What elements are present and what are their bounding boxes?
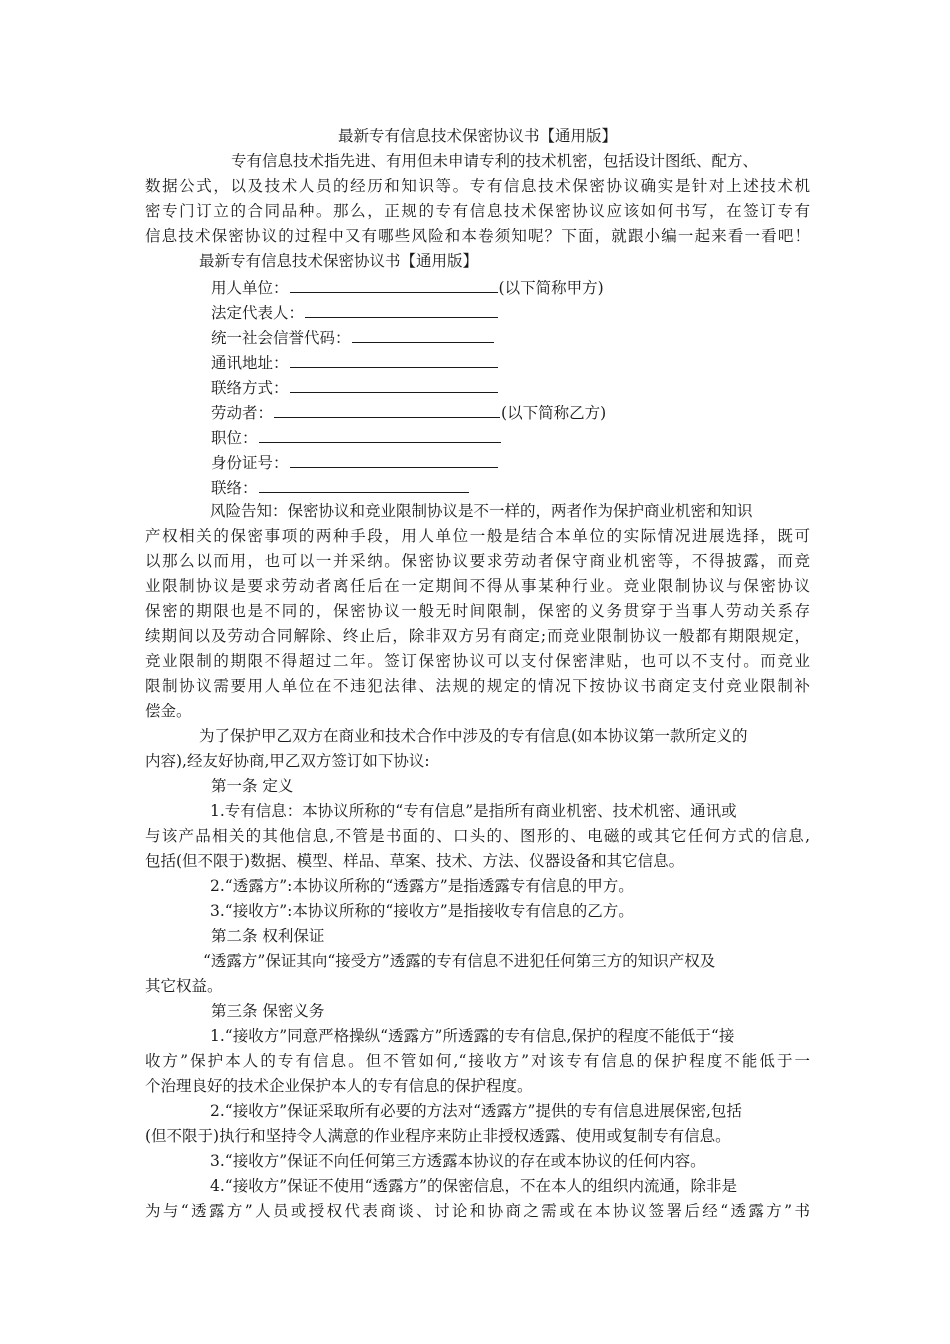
purpose-line: 内容),经友好协商,甲乙双方签订如下协议: [145,752,430,770]
field-worker [145,399,810,424]
article-1-title: 第一条 定义 [211,777,294,795]
intro-line: 数据公式，以及技术人员的经历和知识等。专有信息技术保密协议确实是针对上述技术机 [145,177,810,195]
risk-line: 以那么以而用，也可以一并采纳。保密协议要求劳动者保守商业机密等，不得披露，而竞 [145,552,810,570]
risk-line: 限制协议需要用人单位在不违犯法律、法规的规定的情况下按协议书商定支付竞业限制补 [145,677,810,695]
document-title: 最新专有信息技术保密协议书【通用版】 [337,127,617,145]
blank-line[interactable] [290,449,498,468]
article-3-item-3: 3.“接收方”保证不向任何第三方透露本协议的存在或本协议的任何内容。 [210,1152,706,1170]
field-contact [145,374,810,399]
blank-line[interactable] [305,299,498,318]
intro-line: 信息技术保密协议的过程中又有哪些风险和本卷须知呢？下面，就跟小编一起来看一看吧！ [145,227,810,245]
field-contact-2 [145,474,810,499]
field-suffix: (以下简称乙方) [501,404,607,422]
risk-line: 保密的期限也是不同的，保密协议一般无时间限制，保密的义务贯穿于当事人劳动关系存 [145,602,810,620]
risk-line: 业限制协议是要求劳动者离任后在一定期间不得从事某种行业。竞业限制协议与保密协议 [145,577,810,595]
risk-line: 续期间以及劳动合同解除、终止后，除非双方另有商定;而竞业限制协议一般都有期限规定， [145,627,810,645]
article-2-line: “透露方”保证其向“接受方”透露的专有信息不进犯任何第三方的知识产权及 [203,952,716,970]
blank-line[interactable] [259,424,501,443]
field-suffix: (以下简称甲方) [498,279,604,297]
field-label: 通讯地址： [211,354,289,372]
field-label: 法定代表人： [211,304,305,322]
intro-line: 密专门订立的合同品种。那么，正规的专有信息技术保密协议应该如何书写，在签订专有 [145,202,810,220]
article-3-line: 个治理良好的技术企业保护本人的专有信息的保护程度。 [145,1077,533,1095]
field-label: 联络方式： [211,379,289,397]
article-3-line: 2.“接收方”保证采取所有必要的方法对“透露方”提供的专有信息进展保密,包括 [210,1102,742,1120]
document-body [145,124,810,1224]
field-legal-rep [145,299,810,324]
blank-line[interactable] [274,399,500,418]
blank-line[interactable] [352,324,494,343]
blank-line[interactable] [290,349,498,368]
article-3-title: 第三条 保密义务 [211,1002,325,1020]
purpose-line: 为了保护甲乙双方在商业和技术合作中涉及的专有信息(如本协议第一款所定义的 [199,727,748,745]
field-label: 劳动者： [211,404,274,422]
blank-line[interactable] [290,274,498,293]
article-3-line: 收方”保护本人的专有信息。但不管如何,“接收方”对该专有信息的保护程度不能低于一 [145,1052,810,1070]
document-subtitle: 最新专有信息技术保密协议书【通用版】 [199,252,479,270]
article-3-line: (但不限于)执行和坚持令人满意的作业程序来防止非授权透露、使用或复制专有信息。 [145,1127,731,1145]
field-label: 身份证号： [211,454,289,472]
field-employer [145,274,810,299]
field-id-number [145,449,810,474]
article-3-line: 4.“接收方”保证不使用“透露方”的保密信息，不在本人的组织内流通，除非是 [210,1177,737,1195]
article-1-item-2: 2.“透露方”:本协议所称的“透露方”是指透露专有信息的甲方。 [210,877,634,895]
field-label: 统一社会信誉代码： [211,329,351,347]
risk-line: 竞业限制的期限不得超过二年。签订保密协议可以支付保密津贴，也可以不支付。而竞业 [145,652,810,670]
field-label: 职位： [211,429,258,447]
article-2-line: 其它权益。 [145,977,223,995]
article-3-line: 1.“接收方”同意严格操纵“透露方”所透露的专有信息,保护的程度不能低于“接 [210,1027,735,1045]
field-position [145,424,810,449]
blank-line[interactable] [290,374,498,393]
article-1-line: 与该产品相关的其他信息,不管是书面的、口头的、图形的、电磁的或其它任何方式的信息, [145,827,810,845]
risk-line: 风险告知：保密协议和竞业限制协议是不一样的，两者作为保护商业机密和知识 [210,502,753,520]
blank-line[interactable] [259,474,469,493]
field-address [145,349,810,374]
article-1-line: 包括(但不限于)数据、模型、样品、草案、技术、方法、仪器设备和其它信息。 [145,852,685,870]
article-1-line: 1.专有信息：本协议所称的“专有信息”是指所有商业机密、技术机密、通讯或 [210,802,737,820]
field-label: 联络： [211,479,258,497]
risk-line: 偿金。 [145,702,192,720]
article-2-title: 第二条 权利保证 [211,927,325,945]
article-1-item-3: 3.“接收方”:本协议所称的“接收方”是指接收专有信息的乙方。 [210,902,634,920]
risk-line: 产权相关的保密事项的两种手段，用人单位一般是结合本单位的实际情况进展选择，既可 [145,527,810,545]
field-label: 用人单位： [211,279,289,297]
field-credit-code [145,324,810,349]
intro-line: 专有信息技术指先进、有用但未申请专利的技术机密，包括设计图纸、配方、 [231,152,759,170]
article-3-line: 为与“透露方”人员或授权代表商谈、讨论和协商之需或在本协议签署后经“透露方”书 [145,1202,810,1220]
